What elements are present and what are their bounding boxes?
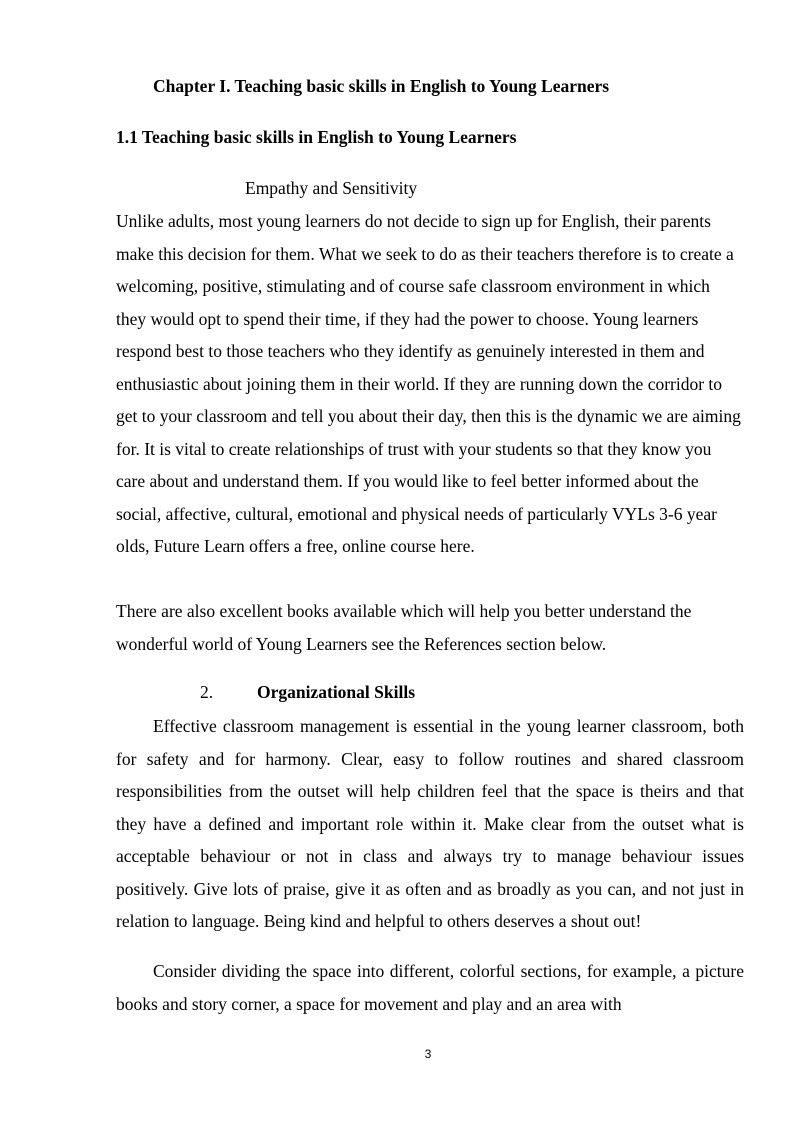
heading-organizational-skills [200, 682, 415, 703]
paragraph-space-division: Consider dividing the space into different, colorful sections, for example, a picture books and story corner, a space for movement and play and an area with [116, 961, 744, 1014]
paragraph-empathy: Unlike adults, most young learners do not decide to sign up for English, their parents make this decision for them. What we seek to do as their teachers therefore is to create a welcoming, positive, stimulating and of course safe classroom environment in which they would opt to spend their time, if they had the power to choose. Young learners respond best to those teachers who they identify as genuinely interested in them and enthusiastic about joining them in their world. If they are running down the corridor to get to your classroom and tell you about their day, then this is the dynamic we are aiming for. It is vital to create relationships of trust with your students so that they know you care about and understand them. If you would like to feel better informed about the social, affective, cultural, emotional and physical needs of particularly VYLs 3-6 year olds, Future Learn offers a free, online course here. [116, 211, 741, 556]
paragraph-classroom-management: Effective classroom management is essential in the young learner classroom, both for safety and for harmony. Clear, easy to follow routines and shared classroom responsibilities from the outset will help children feel that the space is theirs and that they have a defined and important role within it. Make clear from the outset what is acceptable behaviour or not in class and always try to manage behaviour issues positively. Give lots of praise, give it as often and as broadly as you can, and not just in relation to language. Being kind and helpful to others deserves a shout out! [116, 716, 744, 931]
chapter-title: Chapter I. Teaching basic skills in English to Young Learners [153, 76, 610, 96]
section-title: 1.1 Teaching basic skills in English to Young Learners [116, 127, 517, 147]
heading-title: Organizational Skills [257, 682, 416, 702]
subheading-empathy: Empathy and Sensitivity [245, 178, 418, 198]
heading-number: 2. [200, 682, 214, 702]
paragraph-books: There are also excellent books available which will help you better understand the wonderful world of Young Learners see the References section below. [116, 601, 692, 654]
page-number: 3 [424, 1047, 432, 1061]
